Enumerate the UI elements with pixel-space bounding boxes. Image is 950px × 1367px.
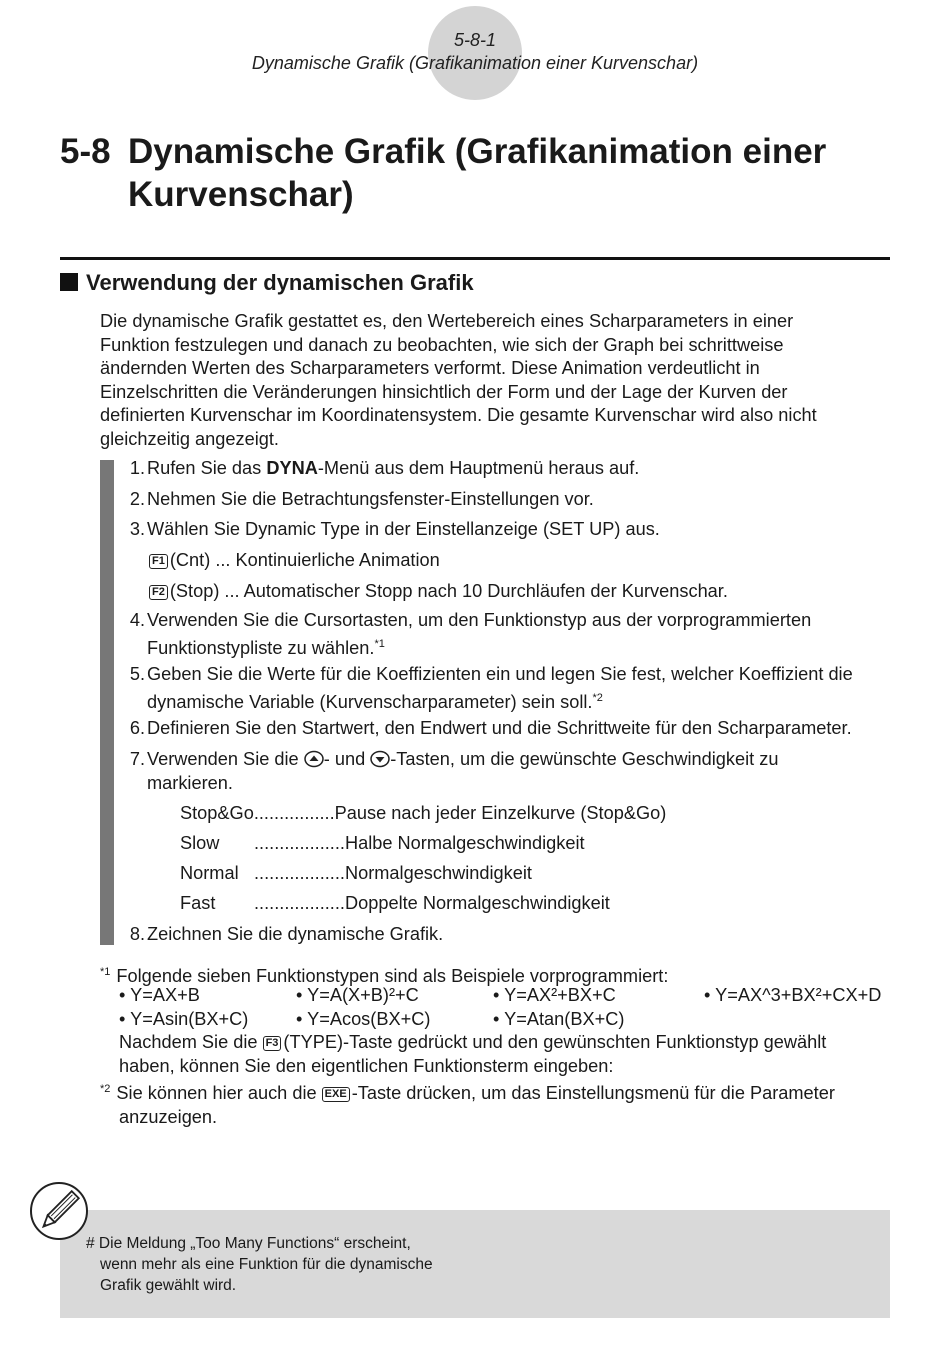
footnote-mark: *2 (100, 1083, 111, 1095)
footnote-text: haben, können Sie den eigentlichen Funktionsterm eingeben: (119, 1055, 614, 1076)
footnote-text: Sie können hier auch die (116, 1083, 322, 1103)
step-text: Geben Sie die Werte für die Koeffizienten ein und legen Sie fest, welcher Koeffizient die (147, 664, 853, 684)
speed-description: Doppelte Normalgeschwindigkeit (344, 893, 610, 913)
steps-side-bar (100, 460, 114, 945)
footnote-text: Folgende sieben Funktionstypen sind als Beispiele vorprogrammiert: (116, 966, 669, 986)
speed-dots: ................ (253, 803, 335, 823)
speed-dots: .................. (254, 893, 345, 913)
step-8 (129, 923, 444, 947)
step-3 (129, 518, 660, 542)
step-number: 7. (129, 749, 145, 769)
step-number: 6. (129, 718, 145, 738)
step-text: Definieren Sie den Startwert, den Endwert und die Schrittweite für den Scharparameter. (147, 718, 852, 738)
speed-dots: .................. (254, 833, 345, 853)
section-heading (60, 270, 474, 296)
function-type: • Y=Atan(BX+C) (493, 1009, 625, 1029)
step-text: Verwenden Sie die Cursortasten, um den Funktionstyp aus der vorprogrammierten (147, 610, 812, 630)
chapter-number: 5-8 (60, 132, 111, 171)
exe-key-icon: EXE (322, 1087, 350, 1102)
speed-name: Slow (180, 833, 220, 853)
step-7 (129, 748, 779, 795)
function-type: • Y=AX^3+BX²+CX+D (704, 985, 882, 1005)
step-text: Rufen Sie das (147, 458, 267, 478)
step-text: Zeichnen Sie die dynamische Grafik. (147, 924, 444, 944)
speed-name: Stop&Go (180, 803, 254, 823)
step-number: 1. (129, 458, 145, 478)
pencil-note-icon (28, 1180, 92, 1244)
speed-description: Halbe Normalgeschwindigkeit (344, 833, 585, 853)
speed-name: Normal (180, 863, 239, 883)
option-f1 (149, 549, 440, 573)
section-title: Verwendung der dynamischen Grafik (86, 270, 474, 295)
intro-line: Funktion festzulegen und danach zu beobachten, wie sich der Graph bei schrittweise (100, 334, 784, 355)
note-line: Grafik gewählt wird. (100, 1277, 237, 1294)
speed-row (180, 832, 585, 856)
intro-line: Einzelschritten die Veränderungen hinsichtlich der Form und der Lage der Kurven der (100, 381, 788, 402)
function-type: • Y=A(X+B)²+C (296, 985, 419, 1005)
step-2 (129, 488, 594, 512)
function-type: • Y=Asin(BX+C) (119, 1009, 249, 1029)
step-6 (129, 717, 852, 741)
step-text: -Tasten, um die gewünschte Geschwindigkeit zu (390, 749, 779, 769)
intro-line: Die dynamische Grafik gestattet es, den Wertebereich eines Scharparameters in einer (100, 311, 794, 331)
footnote-mark: *1 (100, 966, 111, 978)
page-number: 5-8-1 (453, 30, 497, 50)
note-text (86, 1233, 486, 1296)
footnote-1-continuation (119, 1031, 826, 1078)
step-number: 3. (129, 519, 145, 539)
intro-line: gleichzeitig angezeigt. (100, 428, 279, 449)
running-title: Dynamische Grafik (Grafikanimation einer Kurvenschar) (251, 53, 699, 73)
up-arrow-key-icon (304, 750, 324, 768)
f1-key-icon: F1 (149, 554, 168, 569)
speed-row (180, 892, 610, 916)
footnote-ref: *2 (592, 691, 603, 704)
speed-description: Normalgeschwindigkeit (344, 863, 532, 883)
step-1 (129, 457, 640, 481)
step-text: Verwenden Sie die (147, 749, 304, 769)
step-text: - und (323, 749, 371, 769)
step-text: Funktionstypliste zu wählen. (147, 637, 375, 658)
f3-key-icon: F3 (263, 1036, 282, 1051)
step-4 (129, 609, 812, 660)
step-number: 8. (129, 924, 145, 944)
note-line: # Die Meldung „Too Many Functions“ erscheint, (86, 1235, 411, 1252)
step-text: markieren. (147, 772, 233, 793)
step-number: 4. (129, 610, 145, 630)
speed-row (180, 862, 532, 886)
step-number: 5. (129, 664, 145, 684)
step-text: -Menü aus dem Hauptmenü heraus auf. (317, 458, 640, 478)
intro-line: definierten Kurvenschar im Koordinatensystem. Die gesamte Kurvenschar wird also nicht (100, 405, 817, 426)
speed-row (180, 802, 666, 826)
step-number: 2. (129, 489, 145, 509)
step-text: Wählen Sie Dynamic Type in der Einstellanzeige (SET UP) aus. (147, 519, 660, 539)
note-line: wenn mehr als eine Funktion für die dynamische (100, 1256, 433, 1273)
option-f2 (149, 580, 728, 604)
option-text: (Stop) ... Automatischer Stopp nach 10 Durchläufen der Kurvenschar. (169, 581, 728, 601)
speed-description: Pause nach jeder Einzelkurve (Stop&Go) (334, 803, 667, 823)
function-type: • Y=AX+B (119, 985, 200, 1005)
footnote-text: (TYPE)-Taste gedrückt und den gewünschten Funktionstyp gewählt (283, 1032, 827, 1052)
chapter-title: Dynamische Grafik (Grafikanimation einer Kurvenschar) (128, 132, 827, 214)
speed-name: Fast (180, 893, 216, 913)
function-type: • Y=Acos(BX+C) (296, 1009, 431, 1029)
heading-rule (60, 257, 890, 260)
footnote-ref: *1 (374, 637, 385, 650)
intro-paragraph (100, 310, 890, 452)
down-arrow-key-icon (370, 750, 390, 768)
footnote-text: -Taste drücken, um das Einstellungsmenü für die Parameter (351, 1083, 835, 1103)
step-text: dynamische Variable (Kurvenscharparameter) sein soll. (147, 691, 593, 712)
intro-line: ändernden Werten des Scharparameters verformt. Diese Animation verdeutlicht in (100, 358, 760, 379)
option-text: (Cnt) ... Kontinuierliche Animation (169, 550, 440, 570)
footnote-text: anzuzeigen. (119, 1106, 218, 1127)
section-square-icon (60, 273, 78, 291)
f2-key-icon: F2 (149, 585, 168, 600)
dyna-menu-name: DYNA (266, 458, 318, 478)
step-5 (129, 663, 853, 714)
step-text: Nehmen Sie die Betrachtungsfenster-Einstellungen vor. (147, 489, 594, 509)
footnote-2 (100, 1078, 835, 1129)
function-type: • Y=AX²+BX+C (493, 985, 616, 1005)
speed-dots: .................. (254, 863, 345, 883)
footnote-text: Nachdem Sie die (119, 1032, 263, 1052)
